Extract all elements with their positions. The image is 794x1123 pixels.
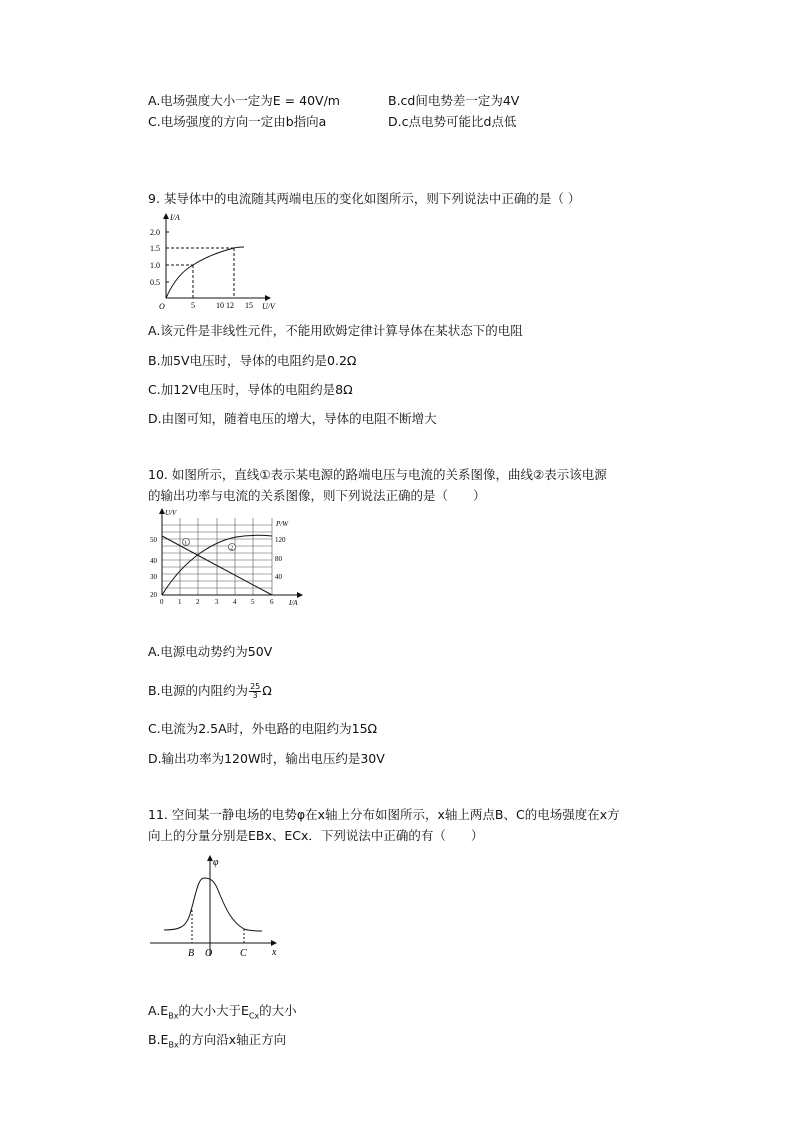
q10-frac-denominator: 3 bbox=[252, 691, 258, 700]
q11-stem-line1: 11. 空间某一静电场的电势φ在x轴上分布如图所示，x轴上两点B、C的电场强度在x方 bbox=[148, 807, 620, 822]
q9-xtick: 10 bbox=[216, 301, 224, 310]
q10-xtick: 3 bbox=[215, 598, 219, 606]
q9-xtick: 15 bbox=[245, 301, 253, 310]
q9-ytick: 0.5 bbox=[150, 278, 160, 287]
q10-xtick: 4 bbox=[233, 598, 237, 606]
q11-phi-curve bbox=[164, 878, 262, 931]
q11-ylabel: φ bbox=[213, 857, 219, 868]
q10-label-2: 2 bbox=[230, 545, 234, 552]
q11-label-b: B bbox=[188, 948, 195, 959]
q10-option-b-text: B.电源的内阻约为 bbox=[148, 683, 249, 698]
q8-option-a: A.电场强度大小一定为E = 40V/m bbox=[148, 93, 340, 108]
q10-left-tick: 50 bbox=[150, 536, 157, 544]
q10-ylabel-right: P/W bbox=[276, 520, 289, 528]
q10-ylabel-left: U/V bbox=[165, 509, 177, 517]
q9-iu-curve bbox=[166, 247, 244, 298]
q10-frac-numerator: 25 bbox=[250, 682, 261, 691]
q9-ytick: 2.0 bbox=[150, 228, 160, 237]
q8-option-c: C.电场强度的方向一定由b指向a bbox=[148, 114, 327, 129]
q11-label-o: O bbox=[205, 948, 213, 959]
q11-label-c: C bbox=[240, 948, 247, 959]
q10-option-a: A.电源电动势约为50V bbox=[148, 644, 273, 659]
q10-xtick: 6 bbox=[270, 598, 274, 606]
q9-option-a: A.该元件是非线性元件，不能用欧姆定律计算导体在某状态下的电阻 bbox=[148, 323, 523, 338]
q10-graph bbox=[146, 506, 308, 610]
q10-right-tick: 120 bbox=[275, 536, 286, 544]
q11-xlabel: x bbox=[272, 947, 277, 958]
q10-stem-line1: 10. 如图所示，直线①表示某电源的路端电压与电流的关系图像，曲线②表示该电源 bbox=[148, 467, 607, 482]
q11-option-b-text: B.E bbox=[148, 1032, 169, 1047]
q9-xtick: 12 bbox=[226, 301, 234, 310]
q11-potential-graph bbox=[146, 852, 286, 962]
q9-option-d: D.由图可知，随着电压的增大，导体的电阻不断增大 bbox=[148, 411, 437, 426]
q11-option-a-text: A.E bbox=[148, 1003, 169, 1018]
q9-ylabel: I/A bbox=[170, 213, 180, 222]
q9-ytick: 1.5 bbox=[150, 244, 160, 253]
q10-option-b-unit: Ω bbox=[262, 683, 272, 698]
q10-option-c: C.电流为2.5A时，外电路的电阻约为15Ω bbox=[148, 721, 378, 736]
q11-stem-line2: 向上的分量分别是EBx、ECx．下列说法中正确的有（ ） bbox=[148, 828, 484, 843]
q9-option-c: C.加12V电压时，导体的电阻约是8Ω bbox=[148, 382, 353, 397]
q11-option-b bbox=[148, 1031, 286, 1055]
q11-option-a-text: 的大小大于E bbox=[178, 1003, 249, 1018]
q10-left-tick: 40 bbox=[150, 557, 157, 565]
q9-xlabel: U/V bbox=[262, 302, 275, 311]
q10-xtick: 1 bbox=[178, 598, 182, 606]
q10-option-b bbox=[148, 682, 272, 700]
q11-subscript: Cx bbox=[248, 1011, 260, 1021]
q11-option-a-text: 的大小 bbox=[259, 1003, 297, 1018]
q8-option-b: B.cd间电势差一定为4V bbox=[388, 93, 520, 108]
q10-option-b-fraction bbox=[249, 683, 261, 700]
q10-left-tick: 20 bbox=[150, 591, 157, 599]
q10-xtick: 5 bbox=[251, 598, 255, 606]
q10-label-1: 1 bbox=[184, 540, 188, 547]
q10-xlabel: I/A bbox=[289, 599, 298, 607]
q10-left-tick: 30 bbox=[150, 573, 157, 581]
q10-xtick: 2 bbox=[196, 598, 200, 606]
q10-right-tick: 40 bbox=[275, 573, 282, 581]
q9-stem: 9. 某导体中的电流随其两端电压的变化如图所示，则下列说法中正确的是（ ） bbox=[148, 191, 581, 206]
q10-xtick: 0 bbox=[160, 598, 164, 606]
q10-right-tick: 80 bbox=[275, 555, 282, 563]
q9-origin: O bbox=[159, 302, 165, 311]
q8-option-d: D.c点电势可能比d点低 bbox=[388, 114, 517, 129]
q9-ytick: 1.0 bbox=[150, 261, 160, 270]
q11-option-a bbox=[148, 1002, 297, 1026]
q9-option-b: B.加5V电压时，导体的电阻约是0.2Ω bbox=[148, 353, 357, 368]
q10-stem-line2: 的输出功率与电流的关系图像，则下列说法正确的是（ ） bbox=[148, 488, 486, 503]
q9-xtick: 5 bbox=[191, 301, 195, 310]
q11-option-b-text: 的方向沿x轴正方向 bbox=[178, 1032, 287, 1047]
q10-option-d: D.输出功率为120W时，输出电压约是30V bbox=[148, 751, 385, 766]
q11-subscript: Bx bbox=[168, 1040, 179, 1050]
q11-subscript: Bx bbox=[168, 1011, 179, 1021]
q9-iu-graph bbox=[146, 208, 286, 314]
